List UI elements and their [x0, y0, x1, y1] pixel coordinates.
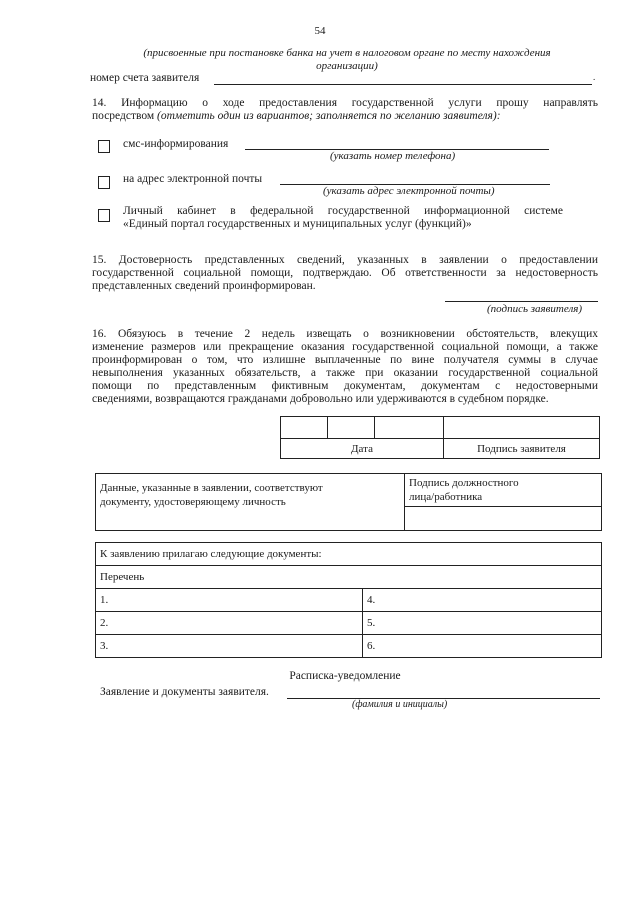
- sms-hint: (указать номер телефона): [330, 150, 456, 162]
- sms-checkbox[interactable]: [98, 140, 110, 153]
- account-dot: .: [593, 72, 596, 82]
- signature-field[interactable]: [445, 301, 598, 302]
- documents-header: К заявлению прилагаю следующие документы:: [96, 543, 602, 566]
- receipt-hint: (фамилия и инициалы): [352, 699, 448, 710]
- document-item-4[interactable]: 4.: [363, 589, 602, 612]
- bank-note-line1: (присвоенные при постановке банка на учет в налоговом органе по месту нахождения: [143, 47, 551, 59]
- item16-line3: проинформирован о том, что излишне выплаченные по вине получателя суммы в случае: [92, 354, 598, 366]
- official-signature-cell[interactable]: [405, 507, 602, 531]
- portal-line2: «Единый портал государственных и муниципальных услуг (функций)»: [123, 218, 472, 230]
- signature-hint: (подпись заявителя): [487, 303, 583, 315]
- date-month-cell[interactable]: [328, 417, 375, 439]
- item14-line2: [92, 110, 598, 122]
- documents-table: [95, 542, 602, 658]
- verification-left-cell: [96, 474, 405, 531]
- item15-line3: представленных сведений проинформирован.: [92, 280, 316, 292]
- verification-right-cell: [405, 474, 602, 507]
- date-day-cell[interactable]: [281, 417, 328, 439]
- date-year-cell[interactable]: [375, 417, 444, 439]
- account-label: номер счета заявителя: [90, 72, 200, 84]
- page-number: 54: [314, 25, 326, 37]
- portal-checkbox[interactable]: [98, 209, 110, 222]
- sms-label: смс-информирования: [123, 138, 229, 150]
- email-checkbox[interactable]: [98, 176, 110, 189]
- document-item-1[interactable]: 1.: [96, 589, 363, 612]
- item16-line2: изменение размеров или прекращение оказания государственной социальной помощи, а также: [92, 341, 598, 353]
- document-item-5[interactable]: 5.: [363, 612, 602, 635]
- item15-line2: государственной социальной помощи, подтверждаю. Об ответственности за недостоверность: [92, 267, 598, 279]
- date-label: Дата: [281, 439, 444, 459]
- item14-line1: 14. Информацию о ходе предоставления государственной услуги прошу направлять: [92, 97, 598, 109]
- item14-line2-prefix: посредством: [92, 110, 155, 122]
- document-item-3[interactable]: 3.: [96, 635, 363, 658]
- item16-line1: 16. Обязуюсь в течение 2 недель извещать о возникновении обстоятельств, влекущих: [92, 328, 598, 340]
- receipt-label: Заявление и документы заявителя.: [100, 686, 269, 698]
- verification-table: [95, 473, 602, 531]
- applicant-signature-label: Подпись заявителя: [444, 439, 600, 459]
- item16-line5: помощи по представленным фиктивным документам, документам с недостоверными: [92, 380, 598, 392]
- document-item-2[interactable]: 2.: [96, 612, 363, 635]
- receipt-title: Расписка-уведомление: [289, 670, 401, 682]
- verification-right-line2: лица/работника: [409, 491, 483, 503]
- document-item-6[interactable]: 6.: [363, 635, 602, 658]
- account-number-field[interactable]: [214, 84, 592, 85]
- bank-note-line2: организации): [316, 60, 378, 72]
- email-label: на адрес электронной почты: [123, 173, 263, 185]
- verification-left-line2: документу, удостоверяющему личность: [100, 496, 286, 508]
- verification-right-line1: Подпись должностного: [409, 477, 519, 489]
- item15-line1: 15. Достоверность представленных сведений, указанных в заявлении о предоставлении: [92, 254, 598, 266]
- date-signature-table: [280, 416, 600, 459]
- applicant-signature-cell[interactable]: [444, 417, 600, 439]
- portal-line1: Личный кабинет в федеральной государственной информационной системе: [123, 205, 563, 217]
- item16-line6: сведениями, возвращаются гражданами добровольно или удерживаются в судебном порядке.: [92, 393, 549, 405]
- email-hint: (указать адрес электронной почты): [323, 185, 495, 197]
- item16-line4: невыполнения указанных обязательств, а также при оказании государственной социальной: [92, 367, 598, 379]
- item14-line2-italic: (отметить один из вариантов; заполняется по желанию заявителя):: [157, 110, 501, 122]
- verification-left-line1: Данные, указанные в заявлении, соответствуют: [100, 482, 323, 494]
- documents-list-label: Перечень: [96, 566, 602, 589]
